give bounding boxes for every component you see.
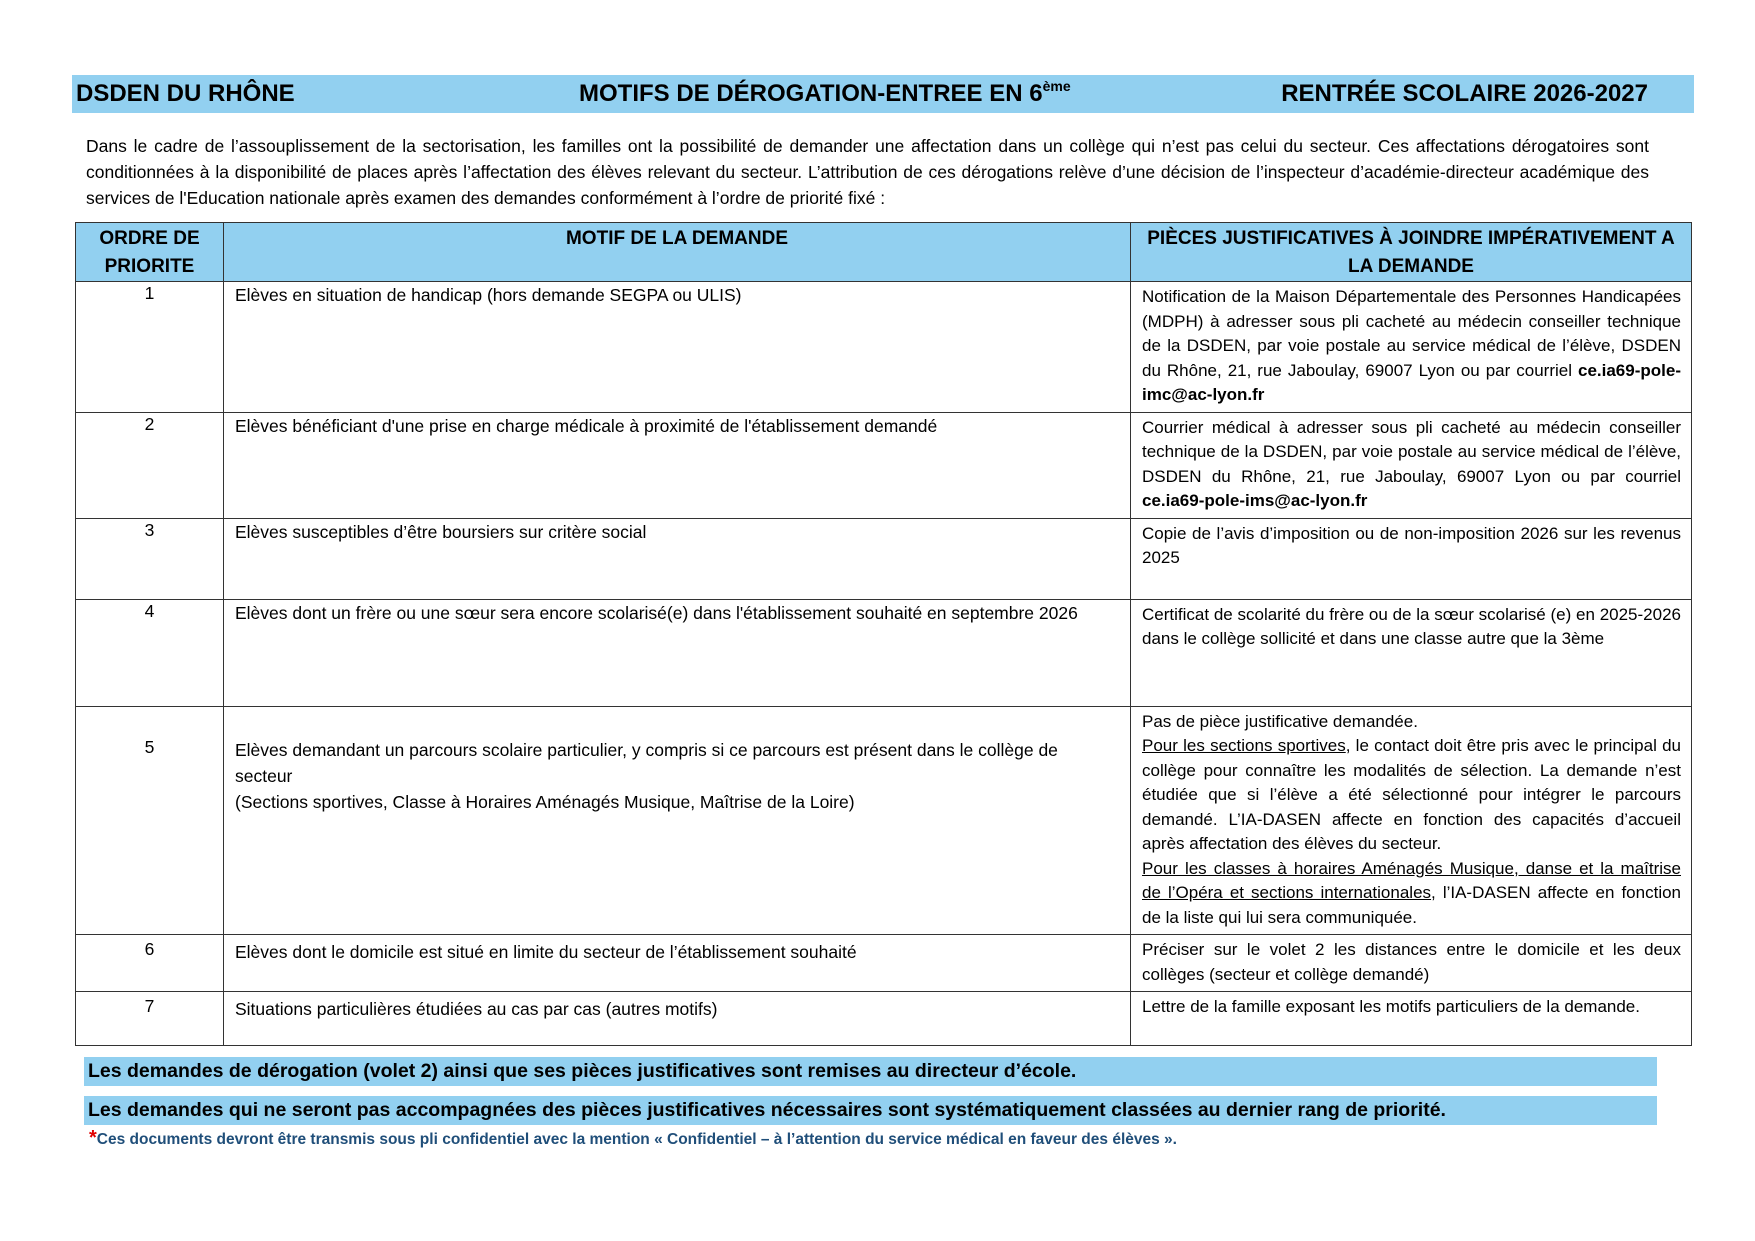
header-bar [72, 75, 1694, 113]
pieces-line-2 [1142, 734, 1681, 857]
row-pieces [1131, 282, 1692, 413]
row-number: 3 [76, 518, 224, 599]
pieces-text: Courrier médical à adresser sous pli cacheté au médecin conseiller technique de la DSDEN, par voie postale au service médical de l’élève, DSDEN du Rhône, 21, rue Jaboulay, 69007 Lyon ou par courriel [1142, 417, 1681, 486]
row-number: 6 [76, 935, 224, 992]
footnote-text: Ces documents devront être transmis sous pli confidentiel avec la mention « Confidentiel – à l’attention du service médical en faveur des élèves ». [96, 1131, 1177, 1148]
header-order: ORDRE DE PRIORITE [76, 223, 224, 282]
underlined-text: Pour les classes à horaires Aménagés Musique, danse et la maîtrise de l’Opéra et sections internationales [1142, 858, 1681, 902]
row-number: 1 [76, 282, 224, 413]
row-motif: Elèves en situation de handicap (hors demande SEGPA ou ULIS) [224, 282, 1131, 413]
header-motif: MOTIF DE LA DEMANDE [224, 223, 1131, 282]
table-row [76, 992, 1692, 1046]
note-banner-2: Les demandes qui ne seront pas accompagnées des pièces justificatives nécessaires sont systématiquement classées au dernier rang de priorité. [84, 1096, 1657, 1125]
row-pieces: Préciser sur le volet 2 les distances entre le domicile et les deux collèges (secteur et collège demandé) [1131, 935, 1692, 992]
footnote [89, 1127, 1177, 1150]
table-row [76, 282, 1692, 413]
header-pieces: PIÈCES JUSTIFICATIVES À JOINDRE IMPÉRATIVEMENT A LA DEMANDE [1131, 223, 1692, 282]
priority-table [75, 222, 1692, 1046]
table-row [76, 412, 1692, 518]
pieces-text: , le contact doit être pris avec le principal du collège pour connaître les modalités de sélection. La demande n’est étudiée que si l’élève a été sélectionné pour intégrer le parcours demandé. L’IA-DASEN affecte en fonction des capacités d’accueil après affectation des élèves du secteur. [1142, 736, 1681, 853]
table-row [76, 599, 1692, 706]
header-title-sup: ème [1042, 78, 1071, 94]
row-motif: Elèves susceptibles d’être boursiers sur critère social [224, 518, 1131, 599]
note-banner-1: Les demandes de dérogation (volet 2) ainsi que ses pièces justificatives sont remises au directeur d’école. [84, 1057, 1657, 1086]
table-header-row [76, 223, 1692, 282]
motif-line: Elèves demandant un parcours scolaire particulier, y compris si ce parcours est présent dans le collège de secteur [235, 739, 1058, 786]
intro-paragraph: Dans le cadre de l’assouplissement de la sectorisation, les familles ont la possibilité de demander une affectation dans un collège qui n’est pas celui du secteur. Ces affectations dérogatoires sont conditionnées à la disponibilité de places après l’affectation des élèves relevant du secteur. L’attribution de ces dérogations relève d’une décision de l’inspecteur d’académie-directeur académique des services de l'Education nationale après examen des demandes conformément à l’ordre de priorité fixé : [86, 136, 1649, 208]
row-pieces [1131, 412, 1692, 518]
row-motif: Elèves dont un frère ou une sœur sera encore scolarisé(e) dans l'établissement souhaité en septembre 2026 [224, 599, 1131, 706]
row-number: 7 [76, 992, 224, 1046]
row-pieces: Certificat de scolarité du frère ou de la sœur scolarisé (e) en 2025-2026 dans le collège sollicité et dans une classe autre que la 3ème [1131, 599, 1692, 706]
row-pieces [1131, 706, 1692, 935]
header-right: RENTRÉE SCOLAIRE 2026-2027 [1281, 80, 1648, 107]
header-left: DSDEN DU RHÔNE [76, 80, 295, 107]
row-motif: Situations particulières étudiées au cas par cas (autres motifs) [224, 992, 1131, 1046]
pieces-line-1: Pas de pièce justificative demandée. [1142, 711, 1418, 731]
header-title [579, 75, 1071, 113]
motif-detail: (Sections sportives, Classe à Horaires Aménagés Musique, Maîtrise de la Loire) [235, 791, 855, 812]
row-motif: Elèves dont le domicile est situé en limite du secteur de l’établissement souhaité [224, 935, 1131, 992]
pieces-line-3 [1142, 857, 1681, 931]
row-motif: Elèves bénéficiant d'une prise en charge médicale à proximité de l'établissement demandé [224, 412, 1131, 518]
row-number: 2 [76, 412, 224, 518]
row-number: 4 [76, 599, 224, 706]
header-title-text: MOTIFS DE DÉROGATION-ENTREE EN 6 [579, 80, 1043, 107]
underlined-text: Pour les sections sportives [1142, 736, 1346, 755]
row-pieces: Copie de l’avis d’imposition ou de non-imposition 2026 sur les revenus 2025 [1131, 518, 1692, 599]
email-address: ce.ia69-pole-ims@ac-lyon.fr [1142, 491, 1368, 510]
row-motif [224, 706, 1131, 935]
row-pieces: Lettre de la famille exposant les motifs particuliers de la demande. [1131, 992, 1692, 1046]
row-number: 5 [76, 706, 224, 935]
table-row [76, 706, 1692, 935]
pieces-text: , l’IA-DASEN affecte en fonction de la liste qui lui sera communiquée. [1142, 883, 1681, 927]
table-row [76, 518, 1692, 599]
email-address: ce.ia69-pole-imc@ac-lyon.fr [1142, 360, 1681, 404]
table-row [76, 935, 1692, 992]
pieces-text: Notification de la Maison Départementale des Personnes Handicapées (MDPH) à adresser sous pli cacheté au médecin conseiller technique de la DSDEN, par voie postale au service médical de l’élève, DSDEN du Rhône, 21, rue Jaboulay, 69007 Lyon ou par courriel [1142, 287, 1681, 380]
footnote-star: * [89, 1127, 97, 1149]
